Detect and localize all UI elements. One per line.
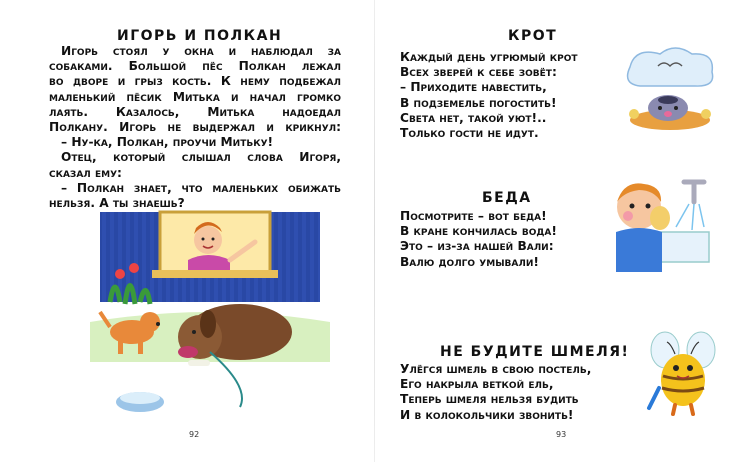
story-line: нельзя. А ты знаешь? [49,196,185,211]
story-line: Отец, который слышал слова Игоря, [61,150,341,165]
poem-bumblebee [400,362,591,423]
poem-line: В кране кончилась вода! [400,224,557,239]
story-line: собаками. Большой пёс Полкан лежал [49,59,341,74]
poem-line: Улёгся шмель в свою постель, [400,362,592,376]
poem-line: Всех зверей к себе зовёт: [400,65,557,80]
poem-line: Только гости не идут. [400,126,539,141]
story-line: – Полкан знает, что маленьких обижать [61,180,341,195]
poem-line: Валю долго умывали! [400,254,539,269]
poem-line: В подземелье погостить! [400,95,557,110]
mole-illustration [620,42,720,132]
story-line: Игорь стоял у окна и наблюдал за [61,44,341,58]
story-line: – Ну-ка, Полкан, проучи Митьку! [61,135,274,150]
poem-title-trouble: БЕДА [482,190,532,206]
poem-line: Посмотрите – вот беда! [400,209,547,223]
poem-line: И в колокольчики звонить! [400,407,574,422]
story-line: сказал ему: [49,165,122,180]
story-line: лаять. Казалось, Митька надоедал [49,104,341,119]
poem-title-mole: КРОТ [508,28,558,44]
poem-line: – Приходите навестить, [400,80,547,95]
story-line: маленький пёсик Митька и начал громко [49,89,341,104]
poem-line: Теперь шмеля нельзя будить [400,392,579,407]
right-page [375,0,750,462]
bumblebee-illustration [643,330,723,420]
story-text [49,44,341,211]
boy-washing-illustration [604,172,714,272]
page-number: 92 [189,430,200,439]
page-number: 93 [556,430,567,439]
poem-line: Каждый день угрюмый крот [400,50,578,64]
boy-at-window-illustration [90,212,330,422]
poem-title-bumblebee: НЕ БУДИТЕ ШМЕЛЯ! [440,344,630,360]
poem-mole [400,50,578,141]
poem-line: Света нет, такой уют!.. [400,110,547,125]
story-line: Полкану. Игорь не выдержал и крикнул: [49,120,341,135]
poem-line: Это – из-за нашей Вали: [400,239,554,254]
story-title: ИГОРЬ И ПОЛКАН [117,28,283,44]
poem-line: Его накрыла веткой ель, [400,377,554,392]
story-line: во дворе и грыз кость. К нему подбежал [49,74,341,89]
poem-trouble [400,209,557,270]
